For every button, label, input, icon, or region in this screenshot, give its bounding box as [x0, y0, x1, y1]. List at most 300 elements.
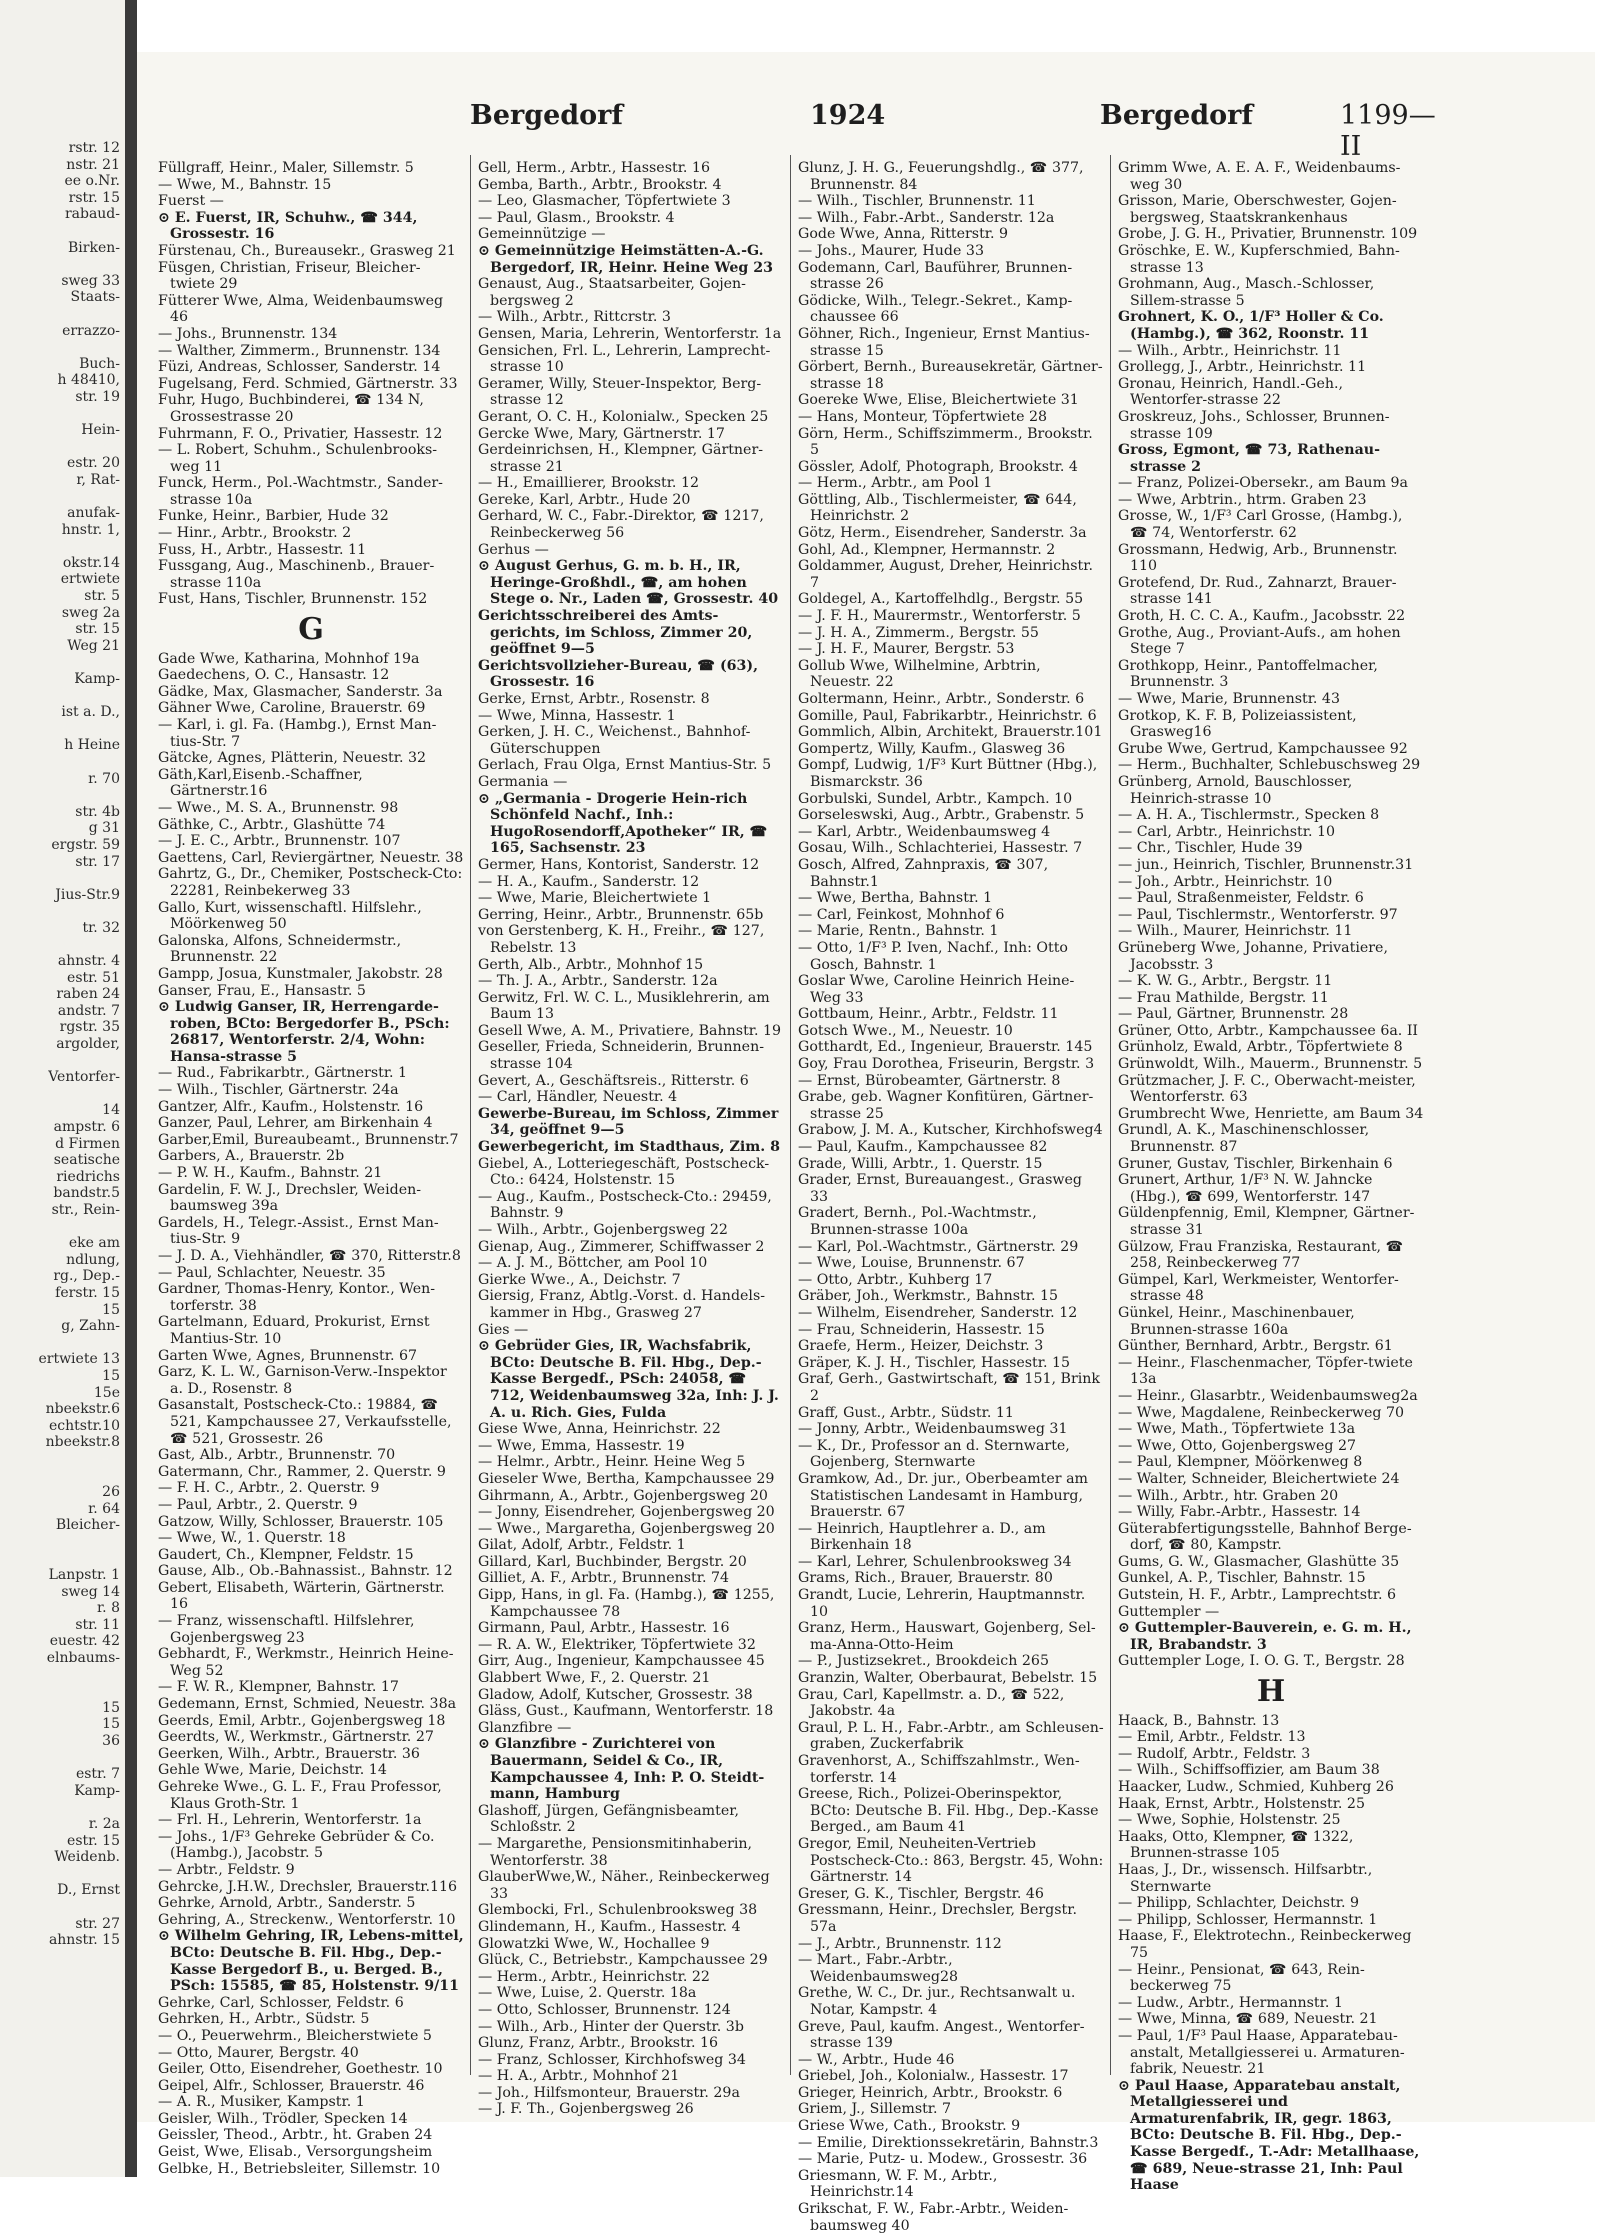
directory-entry: — Wwe, Louise, Brunnenstr. 67: [798, 1255, 1025, 1272]
section-letter-heading: G: [298, 612, 324, 648]
edge-text-line: estr. 7: [75, 1766, 120, 1783]
edge-text-line: elnbaums-: [46, 1650, 120, 1667]
directory-entry: — Wilhelm, Eisendreher, Sanderstr. 12: [798, 1304, 1078, 1321]
directory-entry: Gutstein, H. F., Arbtr., Lamprechtstr. 6: [1118, 1587, 1396, 1604]
edge-text-line: [0, 1550, 120, 1567]
edge-text-line: 15: [102, 1716, 120, 1733]
directory-entry: — Wwe, Math., Töpfertwiete 13a: [1118, 1421, 1356, 1438]
directory-entry: Gedemann, Ernst, Schmied, Neuestr. 38a: [158, 1696, 457, 1713]
directory-entry: Gevert, A., Geschäftsreis., Ritterstr. 6: [478, 1072, 749, 1089]
edge-text-line: d Firmen: [55, 1135, 120, 1152]
directory-entry: Grikschat, F. W., Fabr.-Arbtr., Weiden-baumsweg 40: [798, 2201, 1069, 2234]
edge-text-line: [0, 1750, 120, 1767]
edge-text-line: riedrichs: [56, 1168, 120, 1185]
edge-text-line: nstr. 21: [66, 156, 120, 173]
edge-text-line: [0, 1335, 120, 1352]
directory-entry: Gast, Alb., Arbtr., Brunnenstr. 70: [158, 1447, 396, 1464]
directory-entry: — Ernst, Bürobeamter, Gärtnerstr. 8: [798, 1072, 1061, 1089]
directory-entry: Grobe, J. G. H., Privatier, Brunnenstr. 109: [1118, 226, 1418, 243]
directory-entry: Gade Wwe, Katharina, Mohnhof 19a: [158, 650, 420, 667]
directory-entry: Gerring, Heinr., Arbtr., Brunnenstr. 65b: [478, 906, 764, 923]
edge-text-line: 15: [102, 1301, 120, 1318]
directory-entry: — A. H. A., Tischlermstr., Specken 8: [1118, 807, 1380, 824]
directory-entry: Gressmann, Heinr., Drechsler, Bergstr. 57a: [798, 1902, 1077, 1935]
directory-entry: Graff, Gust., Arbtr., Südstr. 11: [798, 1404, 1014, 1421]
directory-entry: Gatermann, Chr., Rammer, 2. Querstr. 9: [158, 1463, 446, 1480]
directory-entry: Grandt, Lucie, Lehrerin, Hauptmannstr. 10: [798, 1587, 1086, 1620]
directory-entry: Gipp, Hans, in gl. Fa. (Hambg.), ☎ 1255, Kampchaussee 78: [478, 1587, 775, 1620]
previous-page-edge-text: [0, 140, 120, 2080]
directory-entry: — Johs., Maurer, Hude 33: [798, 242, 984, 259]
directory-entry: — Paul, Tischlermstr., Wentorferstr. 97: [1118, 906, 1398, 923]
directory-entry: Gunkel, A. P., Tischler, Bahnstr. 15: [1118, 1570, 1366, 1587]
directory-entry: — A. J. M., Böttcher, am Pool 10: [478, 1255, 708, 1272]
directory-entry: — Wwe, Bertha, Bahnstr. 1: [798, 890, 993, 907]
directory-entry: Giese Wwe, Anna, Heinrichstr. 22: [478, 1421, 721, 1438]
directory-entry: Gerlach, Frau Olga, Ernst Mantius-Str. 5: [478, 757, 772, 774]
directory-entry: Haas, J., Dr., wissensch. Hilfsarbtr., Sternwarte: [1118, 1861, 1373, 1895]
directory-entry: Gums, G. W., Glasmacher, Glashütte 35: [1118, 1553, 1400, 1570]
directory-entry: Haaks, Otto, Klempner, ☎ 1322, Brunnen-strasse 105: [1118, 1828, 1354, 1862]
directory-entry: Gelbke, H., Betriebsleiter, Sillemstr. 10: [158, 2160, 441, 2177]
directory-entry: — Wilh., Arbtr., Heinrichstr. 11: [1118, 342, 1342, 359]
directory-entry: Gillard, Karl, Buchbinder, Bergstr. 20: [478, 1553, 747, 1570]
directory-entry: — Rudolf, Arbtr., Feldstr. 3: [1118, 1745, 1311, 1762]
edge-text-line: [0, 654, 120, 671]
directory-entry: — Ludw., Arbtr., Hermannstr. 1: [1118, 1994, 1343, 2011]
directory-entry: Günther, Bernhard, Arbtr., Bergstr. 61: [1118, 1338, 1393, 1355]
directory-entry: Fust, Hans, Tischler, Brunnenstr. 152: [158, 591, 428, 608]
directory-entry: Gihrmann, A., Arbtr., Gojenbergsweg 20: [478, 1487, 768, 1504]
directory-entry: Gläss, Gust., Kaufmann, Wentorferstr. 18: [478, 1703, 774, 1720]
directory-entry: Gartelmann, Eduard, Prokurist, Ernst Mantius-Str. 10: [158, 1314, 430, 1347]
directory-entry: — Carl, Feinkost, Mohnhof 6: [798, 906, 1005, 923]
directory-entry: Gäthke, C., Arbtr., Glashütte 74: [158, 816, 386, 833]
directory-entry: — O., Peuerwehrm., Bleicherstwiete 5: [158, 2027, 432, 2044]
edge-text-line: rabaud-: [64, 206, 120, 223]
directory-entry: Goldammer, August, Dreher, Heinrichstr. 7: [798, 558, 1093, 591]
header-locality-left: Bergedorf: [470, 100, 624, 131]
directory-entry: Gerwitz, Frl. W. C. L., Musiklehrerin, am Baum 13: [478, 989, 770, 1023]
edge-text-line: Weg 21: [67, 637, 120, 654]
edge-text-line: [0, 1899, 120, 1916]
directory-entry: Fütterer Wwe, Alma, Weidenbaumsweg 46: [158, 292, 444, 326]
directory-column-4: [1118, 160, 1424, 2194]
edge-text-line: r. 70: [88, 770, 120, 787]
column-rule: [470, 155, 471, 2075]
directory-entry: Gause, Alb., Ob.-Bahnassist., Bahnstr. 12: [158, 1563, 453, 1580]
directory-entry: — Hans, Monteur, Töpfertwiete 28: [798, 408, 1048, 425]
directory-entry: Grünholz, Ewald, Arbtr., Töpfertwiete 8: [1118, 1039, 1403, 1056]
directory-entry: Grube Wwe, Gertrud, Kampchaussee 92: [1118, 740, 1408, 757]
edge-text-line: g 31: [88, 820, 120, 837]
directory-entry: — Joh., Arbtr., Heinrichstr. 10: [1118, 873, 1333, 890]
directory-entry: Gerant, O. C. H., Kolonialw., Specken 25: [478, 408, 769, 425]
directory-entry: — Franz, wissenschaftl. Hilfslehrer, Gojenbergsweg 23: [158, 1613, 415, 1646]
directory-entry: Germer, Hans, Kontorist, Sanderstr. 12: [478, 856, 760, 873]
directory-entry: — J. F. Th., Gojenbergsweg 26: [478, 2101, 694, 2118]
directory-entry: — J. H. F., Maurer, Bergstr. 53: [798, 641, 1015, 658]
directory-entry: — Aug., Kaufm., Postscheck-Cto.: 29459, Bahnstr. 9: [478, 1188, 772, 1222]
directory-entry: — Paul, Gärtner, Brunnenstr. 28: [1118, 1006, 1349, 1023]
directory-entry: Gregor, Emil, Neuheiten-Vertrieb Postscheck-Cto.: 863, Bergstr. 45, Wohn: Gärtnerstr. 14: [798, 1835, 1104, 1886]
edge-text-line: anufak-: [67, 505, 120, 522]
edge-text-line: str. 27: [75, 1915, 120, 1932]
directory-entry: Gotthardt, Ed., Ingenieur, Brauerstr. 145: [798, 1039, 1093, 1056]
directory-entry: — Heinrich, Hauptlehrer a. D., am Birkenhain 18: [798, 1520, 1046, 1554]
directory-entry: Gebhardt, F., Werkmstr., Heinrich Heine-Weg 52: [158, 1646, 454, 1679]
directory-entry: Goldegel, A., Kartoffelhdlg., Bergstr. 55: [798, 591, 1084, 608]
directory-entry: Gräber, Joh., Werkmstr., Bahnstr. 15: [798, 1288, 1059, 1305]
edge-text-line: estr. 51: [67, 969, 120, 986]
directory-entry: Graefe, Herm., Heizer, Deichstr. 3: [798, 1338, 1044, 1355]
directory-entry: Ganzer, Paul, Lehrer, am Birkenhain 4: [158, 1115, 433, 1132]
directory-entry: Gerhus —: [478, 541, 549, 558]
edge-text-line: r. 8: [97, 1600, 120, 1617]
edge-text-line: rstr. 12: [68, 140, 120, 156]
directory-entry: Grünwoldt, Wilh., Mauerm., Brunnenstr. 5: [1118, 1056, 1423, 1073]
edge-text-line: 15e: [93, 1384, 120, 1401]
directory-entry: — Paul, 1/F³ Paul Haase, Apparatebau-anstalt, Metallgiesserei u. Armaturen-fabrik, Neuestr. 21: [1118, 2027, 1405, 2078]
directory-entry: — F. H. C., Arbtr., 2. Querstr. 9: [158, 1480, 380, 1497]
directory-entry: Giebel, A., Lotteriegeschäft, Postscheck-Cto.: 6424, Holstenstr. 15: [478, 1155, 770, 1189]
directory-entry: Gienap, Aug., Zimmerer, Schiffwasser 2: [478, 1238, 765, 1255]
directory-entry: — Helmr., Arbtr., Heinr. Heine Weg 5: [478, 1454, 746, 1471]
directory-entry-firm: ⊙ Paul Haase, Apparatebau anstalt, Metallgiesserei und Armaturenfabrik, IR, gegr. 1863, BCto: Deutsche B. Fil. Hbg., Dep.-Kasse Bergedf., T.-Adr: Metallhaase, ☎ 689, Neue-strasse 21, Inh: Paul Haase: [1118, 2077, 1420, 2194]
directory-entry: Gallo, Kurt, wissenschaftl. Hilfslehr., Möörkenweg 50: [158, 899, 422, 933]
directory-entry: — Wwe, W., 1. Querstr. 18: [158, 1530, 346, 1547]
directory-entry: Grüneberg Wwe, Johanne, Privatiere, Jacobsstr. 3: [1118, 939, 1388, 973]
directory-entry: Griesmann, W. F. M., Arbtr., Heinrichstr.14: [798, 2167, 998, 2201]
directory-entry: Gensichen, Frl. L., Lehrerin, Lamprecht-strasse 10: [478, 342, 771, 376]
directory-entry: Gaudert, Ch., Klempner, Feldstr. 15: [158, 1546, 414, 1563]
directory-entry: Gilliet, A. F., Arbtr., Brunnenstr. 74: [478, 1570, 730, 1587]
directory-entry: — Wwe, M., Bahnstr. 15: [158, 176, 332, 193]
directory-entry-firm: Gewerbegericht, im Stadthaus, Zim. 8: [478, 1139, 781, 1156]
directory-entry: Geist, Wwe, Elisab., Versorgungsheim: [158, 2144, 433, 2161]
directory-entry: Gradert, Bernh., Pol.-Wachtmstr., Brunnen-strasse 100a: [798, 1205, 1037, 1238]
edge-text-line: str. 4b: [75, 803, 120, 820]
directory-entry: Gohl, Ad., Klempner, Hermannstr. 2: [798, 541, 1056, 558]
directory-entry: Gantzer, Alfr., Kaufm., Holstenstr. 16: [158, 1098, 424, 1115]
directory-entry: Griebel, Joh., Kolonialw., Hassestr. 17: [798, 2068, 1069, 2085]
edge-text-line: okstr.14: [62, 554, 120, 571]
directory-entry: — Wwe., M. S. A., Brunnenstr. 98: [158, 799, 399, 816]
edge-text-line: [0, 1683, 120, 1700]
directory-entry: Genaust, Aug., Staatsarbeiter, Gojen-bergsweg 2: [478, 276, 746, 309]
directory-entry: — Karl, Arbtr., Weidenbaumsweg 4: [798, 823, 1051, 840]
directory-entry: Gahrtz, G., Dr., Chemiker, Postscheck-Cto: 22281, Reinbekerweg 33: [158, 866, 463, 899]
directory-entry: Geerds, Emil, Arbtr., Gojenbergsweg 18: [158, 1712, 446, 1729]
directory-entry: Greve, Paul, kaufm. Angest., Wentorfer-strasse 139: [798, 2018, 1085, 2052]
edge-text-line: Bleicher-: [55, 1517, 120, 1534]
edge-text-line: ergstr. 59: [51, 836, 120, 853]
directory-entry: GlauberWwe,W., Näher., Reinbeckerweg 33: [478, 1869, 770, 1902]
directory-entry: Geerdts, W., Werkmstr., Gärtnerstr. 27: [158, 1729, 434, 1746]
directory-entry-firm: ⊙ Guttempler-Bauverein, e. G. m. H., IR, Brabandstr. 3: [1118, 1620, 1412, 1653]
directory-entry: Grader, Ernst, Bureauangest., Grasweg 33: [798, 1172, 1082, 1205]
edge-text-line: ertwiete 13: [38, 1351, 120, 1368]
directory-entry-firm: ⊙ Gebrüder Gies, IR, Wachsfabrik, BCto: Deutsche B. Fil. Hbg., Dep.-Kasse Bergedf., PSch: 24058, ☎ 712, Weidenbaumsweg 32a, Inh: J. J. A. u. Rich. Gies, Fulda: [478, 1338, 779, 1421]
directory-entry: — Margarethe, Pensionsmitinhaberin, Wentorferstr. 38: [478, 1835, 753, 1869]
edge-text-line: [0, 306, 120, 323]
directory-entry: Gehrken, H., Arbtr., Südstr. 5: [158, 2011, 370, 2028]
edge-text-line: ertwiete: [60, 571, 120, 588]
directory-entry: Gemba, Barth., Arbtr., Brookstr. 4: [478, 176, 722, 193]
edge-text-line: [0, 1866, 120, 1883]
directory-entry: Görbert, Bernh., Bureausekretär, Gärtner-strasse 18: [798, 359, 1103, 392]
edge-text-line: [0, 488, 120, 505]
directory-entry-firm: Grohnert, K. O., 1/F³ Holler & Co. (Hambg.), ☎ 362, Roonstr. 11: [1118, 309, 1384, 342]
edge-text-line: rg., Dep.-: [53, 1268, 120, 1285]
directory-entry: Gottbaum, Heinr., Arbtr., Feldstr. 11: [798, 1006, 1059, 1023]
edge-text-line: ahnstr. 4: [57, 953, 120, 970]
directory-entry: Glunz, Franz, Arbtr., Brookstr. 16: [478, 2035, 719, 2052]
edge-text-line: [0, 256, 120, 273]
directory-entry: — J. H. A., Zimmerm., Bergstr. 55: [798, 624, 1039, 641]
directory-entry: Garten Wwe, Agnes, Brunnenstr. 67: [158, 1347, 418, 1364]
directory-entry-firm: ⊙ August Gerhus, G. m. b. H., IR, Heringe-Großhdl., ☎, am hohen Stege o. Nr., Laden ☎, Grossestr. 40: [478, 558, 779, 608]
section-letter-heading: H: [1256, 1674, 1286, 1710]
directory-entry: Glashoff, Jürgen, Gefängnisbeamter, Schloßstr. 2: [478, 1802, 739, 1836]
edge-text-line: 14: [102, 1102, 120, 1119]
edge-text-line: [0, 754, 120, 771]
directory-entry: — Wilh., Tischler, Gärtnerstr. 24a: [158, 1082, 399, 1099]
directory-entry: Galonska, Alfons, Schneidermstr., Brunnenstr. 22: [158, 932, 402, 966]
directory-entry: Gollub Wwe, Wilhelmine, Arbtrin, Neuestr. 22: [798, 657, 1041, 691]
directory-entry: Gronau, Heinrich, Handl.-Geh., Wentorfer-strasse 22: [1118, 375, 1344, 409]
edge-text-line: [0, 1667, 120, 1684]
directory-entry: — Herm., Buchhalter, Schlebuschsweg 29: [1118, 757, 1421, 774]
edge-text-line: str. 5: [84, 588, 120, 605]
edge-text-line: tr. 32: [82, 919, 120, 936]
edge-text-line: [0, 870, 120, 887]
directory-entry: Füsgen, Christian, Friseur, Bleicher-twiete 29: [158, 259, 421, 293]
directory-entry: Girmann, Paul, Arbtr., Hassestr. 16: [478, 1620, 730, 1637]
directory-entry: Funck, Herm., Pol.-Wachtmstr., Sander-strasse 10a: [158, 475, 443, 508]
directory-entry: Grisson, Marie, Oberschwester, Gojen-bergsweg, Staatskrankenhaus: [1118, 193, 1397, 226]
directory-entry: — Leo, Glasmacher, Töpfertwiete 3: [478, 193, 731, 210]
edge-text-line: Buch-: [79, 355, 120, 372]
directory-entry: — Wwe, Luise, 2. Querstr. 18a: [478, 1985, 697, 2002]
directory-entry: Gampp, Josua, Kunstmaler, Jakobstr. 28: [158, 965, 443, 982]
directory-entry-firm: ⊙ Wilhelm Gehring, IR, Lebens-mittel, BCto: Deutsche B. Fil. Hbg., Dep.-Kasse Bergedorf B., u. Berged. B., PSch: 15585, ☎ 85, Holstenstr. 9/11: [158, 1928, 464, 1995]
directory-entry: Göttling, Alb., Tischlermeister, ☎ 644, Heinrichstr. 2: [798, 491, 1077, 525]
running-header: [160, 100, 1450, 162]
directory-entry: Grade, Willi, Arbtr., 1. Querstr. 15: [798, 1155, 1043, 1172]
edge-text-line: Jius-Str.9: [55, 886, 120, 903]
directory-entry: Gercke Wwe, Mary, Gärtnerstr. 17: [478, 425, 725, 442]
column-rule: [1110, 155, 1111, 2075]
directory-entry: — Herm., Arbtr., Heinrichstr. 22: [478, 1968, 710, 1985]
directory-entry: — Jonny, Arbtr., Weidenbaumsweg 31: [798, 1421, 1068, 1438]
edge-text-line: Staats-: [70, 289, 120, 306]
directory-entry: — J. D. A., Viehhändler, ☎ 370, Ritterstr.8: [158, 1248, 461, 1264]
directory-entry: — Rud., Fabrikarbtr., Gärtnerstr. 1: [158, 1065, 408, 1082]
page-number: 1199—II: [1340, 100, 1436, 162]
directory-entry: Geramer, Willy, Steuer-Inspektor, Berg-strasse 12: [478, 375, 762, 409]
edge-text-line: Lanpstr. 1: [48, 1567, 120, 1584]
directory-entry: Griese Wwe, Cath., Brookstr. 9: [798, 2118, 1021, 2135]
edge-text-line: bandstr.5: [53, 1185, 120, 1202]
directory-entry: Funke, Heinr., Barbier, Hude 32: [158, 508, 389, 525]
directory-entry: Günkel, Heinr., Maschinenbauer, Brunnen-strasse 160a: [1118, 1304, 1355, 1338]
edge-text-line: nbeekstr.6: [45, 1401, 120, 1418]
directory-entry: Gasanstalt, Postscheck-Cto.: 19884, ☎ 521, Kampchaussee 27, Verkaufsstelle, ☎ 521, Grossestr. 26: [158, 1397, 452, 1447]
directory-entry-firm: ⊙ Glanzfibre - Zurichterei von Bauermann, Seidel & Co., IR, Kampchaussee 4, Inh: P. O. Steidt-mann, Hamburg: [478, 1736, 765, 1803]
directory-entry: — Paul, Kaufm., Kampchaussee 82: [798, 1139, 1048, 1156]
directory-entry: — Wwe, Emma, Hassestr. 19: [478, 1437, 685, 1454]
edge-text-line: str. 11: [75, 1616, 120, 1633]
directory-entry: Gehrke, Arnold, Arbtr., Sanderstr. 5: [158, 1895, 416, 1912]
directory-entry: — Heinr., Glasarbtr., Weidenbaumsweg2a: [1118, 1387, 1418, 1404]
directory-entry: Ganser, Frau, E., Hansastr. 5: [158, 982, 366, 999]
directory-entry: Groth, H. C. C. A., Kaufm., Jacobsstr. 22: [1118, 608, 1406, 625]
edge-text-line: [0, 538, 120, 555]
directory-entry: — H. A., Arbtr., Mohnhof 21: [478, 2068, 680, 2085]
directory-entry: — Philipp, Schlosser, Hermannstr. 1: [1118, 1911, 1378, 1928]
directory-entry: Gompf, Ludwig, 1/F³ Kurt Büttner (Hbg.), Bismarckstr. 36: [798, 757, 1098, 790]
directory-entry: Glembocki, Frl., Schulenbrooksweg 38: [478, 1902, 758, 1919]
directory-column-2: [478, 160, 784, 2118]
directory-entry: — Paul, Glasm., Brookstr. 4: [478, 209, 675, 226]
directory-entry: — Otto, Schlosser, Brunnenstr. 124: [478, 2001, 731, 2018]
edge-text-line: ahnstr. 15: [48, 1932, 120, 1949]
edge-text-line: [0, 787, 120, 804]
directory-entry: Garber,Emil, Bureaubeamt., Brunnenstr.7: [158, 1131, 459, 1148]
edge-text-line: hnstr. 1,: [61, 521, 120, 538]
directory-entry: Germania —: [478, 773, 568, 790]
directory-entry: — Walter, Schneider, Bleichertwiete 24: [1118, 1470, 1400, 1487]
directory-entry: Geerken, Wilh., Arbtr., Brauerstr. 36: [158, 1745, 420, 1762]
directory-entry: Goltermann, Heinr., Arbtr., Sonderstr. 6: [798, 691, 1085, 707]
directory-entry: — Paul, Straßenmeister, Feldstr. 6: [1118, 890, 1364, 907]
edge-text-line: D., Ernst: [57, 1882, 120, 1899]
directory-entry: Glück, C., Betriebstr., Kampchaussee 29: [478, 1952, 768, 1969]
directory-entry: Gehring, A., Streckenw., Wentorferstr. 10: [158, 1911, 456, 1928]
edge-text-line: [0, 1219, 120, 1236]
directory-entry-firm: ⊙ E. Fuerst, IR, Schuhw., ☎ 344, Grossestr. 16: [158, 209, 418, 243]
edge-text-line: [0, 1799, 120, 1816]
edge-text-line: estr. 15: [67, 1832, 120, 1849]
header-year: 1924: [810, 100, 886, 131]
directory-entry: Fuhrmann, F. O., Privatier, Hassestr. 12: [158, 425, 443, 442]
edge-text-line: r. 2a: [88, 1815, 120, 1832]
directory-entry: Gereke, Karl, Arbtr., Hude 20: [478, 491, 691, 508]
directory-entry-firm: Gerichtsschreiberei des Amts-gerichts, im Schloss, Zimmer 20, geöffnet 9—5: [478, 608, 753, 658]
directory-entry: — Wilh., Tischler, Brunnenstr. 11: [798, 193, 1036, 210]
directory-entry: Goereke Wwe, Elise, Bleichertwiete 31: [798, 392, 1079, 409]
directory-entry: Grunert, Arthur, 1/F³ N. W. Jahncke (Hbg.), ☎ 699, Wentorferstr. 147: [1118, 1172, 1373, 1205]
directory-entry: — Karl, Pol.-Wachtmstr., Gärtnerstr. 29: [798, 1238, 1079, 1255]
directory-entry: Gerken, J. H. C., Weichenst., Bahnhof-Güterschuppen: [478, 724, 751, 757]
directory-entry: Gössler, Adolf, Photograph, Brookstr. 4: [798, 458, 1078, 475]
directory-entry: Fürstenau, Ch., Bureausekr., Grasweg 21: [158, 242, 456, 259]
edge-text-line: ee o.Nr.: [64, 173, 120, 190]
directory-entry: — Wwe, Otto, Gojenbergsweg 27: [1118, 1437, 1357, 1454]
directory-entry: Gell, Herm., Arbtr., Hassestr. 16: [478, 160, 710, 176]
directory-entry: Gehreke Wwe., G. L. F., Frau Professor, Klaus Groth-Str. 1: [158, 1779, 442, 1812]
directory-entry: — Johs., 1/F³ Gehreke Gebrüder & Co. (Hambg.), Jacobstr. 5: [158, 1828, 435, 1862]
directory-entry: Gebert, Elisabeth, Wärterin, Gärtnerstr. 16: [158, 1579, 445, 1613]
edge-text-line: sweg 14: [61, 1583, 120, 1600]
directory-entry: — K. W. G., Arbtr., Bergstr. 11: [1118, 973, 1333, 990]
book-gutter: [125, 0, 137, 2177]
directory-entry: — Marie, Putz- u. Modew., Grossestr. 36: [798, 2151, 1088, 2168]
directory-entry: — Heinr., Flaschenmacher, Töpfer-twiete 13a: [1118, 1354, 1413, 1388]
directory-entry: — Wilh., Arbtr., Gojenbergsweg 22: [478, 1222, 728, 1238]
directory-entry: — J. E. C., Arbtr., Brunnenstr. 107: [158, 833, 401, 850]
directory-entry: — Wwe, Minna, Hassestr. 1: [478, 707, 676, 724]
directory-entry: Grothe, Aug., Proviant-Aufs., am hohen Stege 7: [1118, 624, 1401, 658]
directory-entry: Grotkop, K. F. B, Polizeiassistent, Grasweg16: [1118, 707, 1357, 741]
header-locality-right: Bergedorf: [1100, 100, 1254, 131]
edge-text-line: [0, 223, 120, 240]
edge-text-line: [0, 339, 120, 356]
edge-text-line: nbeekstr.8: [45, 1434, 120, 1451]
directory-entry: Greser, G. K., Tischler, Bergstr. 46: [798, 1885, 1044, 1902]
directory-entry: Gommlich, Albin, Architekt, Brauerstr.101: [798, 724, 1103, 741]
directory-entry: Grabow, J. M. A., Kutscher, Kirchhofsweg4: [798, 1122, 1103, 1139]
directory-entry: — jun., Heinrich, Tischler, Brunnenstr.31: [1118, 856, 1414, 873]
directory-entry-firm: ⊙ Gemeinnützige Heimstätten-A.-G. Bergedorf, IR, Heinr. Heine Weg 23: [478, 242, 773, 276]
directory-entry: Gesell Wwe, A. M., Privatiere, Bahnstr. 19: [478, 1022, 782, 1039]
edge-text-line: sweg 33: [61, 272, 120, 289]
directory-entry: Fuerst —: [158, 193, 224, 210]
directory-entry: Granzin, Walter, Oberbaurat, Bebelstr. 15: [798, 1670, 1098, 1687]
directory-entry: Grieger, Heinrich, Arbtr., Brookstr. 6: [798, 2084, 1063, 2101]
directory-entry: — Emil, Arbtr., Feldstr. 13: [1118, 1729, 1306, 1746]
edge-text-line: errazzo-: [62, 322, 120, 339]
directory-entry: Glunz, J. H. G., Feuerungshdlg., ☎ 377, Brunnenstr. 84: [798, 160, 1084, 193]
directory-entry: Grollegg, J., Arbtr., Heinrichstr. 11: [1118, 359, 1367, 376]
directory-entry: — Willy, Fabr.-Arbtr., Hassestr. 14: [1118, 1504, 1361, 1521]
directory-entry: Grau, Carl, Kapellmstr. a. D., ☎ 522, Jakobstr. 4a: [798, 1686, 1065, 1720]
directory-column-1: [158, 160, 464, 2177]
edge-text-line: [0, 1451, 120, 1468]
directory-entry: — Paul, Schlachter, Neuestr. 35: [158, 1264, 386, 1281]
directory-entry: — Wwe, Marie, Bleichertwiete 1: [478, 890, 712, 907]
edge-text-line: r. 64: [88, 1500, 120, 1517]
edge-text-line: eke am: [68, 1235, 120, 1252]
directory-entry: Grimm Wwe, A. E. A. F., Weidenbaums-weg 30: [1118, 160, 1401, 193]
directory-entry: — Wwe, Arbtrin., htrm. Graben 23: [1118, 491, 1367, 508]
edge-text-line: seatische: [53, 1152, 120, 1169]
directory-entry: Grosse, W., 1/F³ Carl Grosse, (Hambg.), ☎ 74, Wentorferstr. 62: [1118, 508, 1403, 542]
edge-text-line: ndlung,: [66, 1251, 120, 1268]
directory-entry: — Wilh., Maurer, Heinrichstr. 11: [1118, 923, 1353, 940]
directory-entry: Granz, Herm., Hauswart, Gojenberg, Sel-ma-Anna-Otto-Heim: [798, 1620, 1096, 1653]
directory-entry: Götz, Herm., Eisendreher, Sanderstr. 3a: [798, 525, 1087, 542]
directory-entry: Grossmann, Hedwig, Arb., Brunnenstr. 110: [1118, 541, 1398, 575]
edge-text-line: [0, 1468, 120, 1485]
directory-entry: Haak, Ernst, Arbtr., Holstenstr. 25: [1118, 1795, 1365, 1812]
directory-entry: — Wilh., Fabr.-Arbt., Sanderstr. 12a: [798, 209, 1055, 226]
directory-entry: — Walther, Zimmerm., Brunnenstr. 134: [158, 342, 441, 359]
directory-entry: Geisler, Wilh., Trödler, Specken 14: [158, 2110, 408, 2127]
directory-entry: — A. R., Musiker, Kampstr. 1: [158, 2094, 365, 2111]
directory-entry: Gehrke, Carl, Schlosser, Feldstr. 6: [158, 1994, 404, 2011]
edge-text-line: h Heine: [64, 737, 120, 754]
edge-text-line: [0, 903, 120, 920]
directory-entry: — Frau Mathilde, Bergstr. 11: [1118, 989, 1329, 1006]
directory-entry: Glowatzki Wwe, W., Hochallee 9: [478, 1935, 710, 1952]
directory-entry: Geiler, Otto, Eisendreher, Goethestr. 10: [158, 2061, 443, 2078]
directory-entry: Geseller, Frieda, Schneiderin, Brunnen-strasse 104: [478, 1039, 765, 1073]
directory-entry: Garz, K. L. W., Garnison-Verw.-Inspektor a. D., Rosenstr. 8: [158, 1364, 447, 1397]
edge-text-line: [0, 1086, 120, 1103]
directory-entry: Glabbert Wwe, F., 2. Querstr. 21: [478, 1670, 711, 1687]
